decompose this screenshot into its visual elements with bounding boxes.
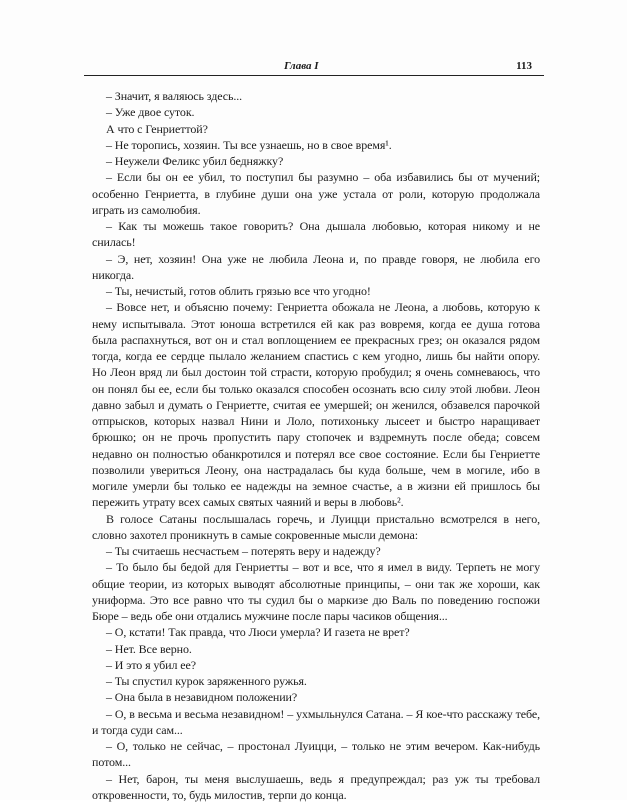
paragraph: – Нет. Все верно. bbox=[92, 641, 540, 657]
paragraph: – Если бы он ее убил, то поступил бы разумно – оба избавились бы от мучений; особенно Генриетта, в глубине души она уже устала от роли, которую продолжала играть из самолюбия. bbox=[92, 169, 540, 218]
paragraph: В голосе Сатаны послышалась горечь, и Луицци пристально всмотрелся в него, словно захотел проникнуть в самые сокровенные мысли демона: bbox=[92, 511, 540, 544]
running-header bbox=[84, 56, 532, 76]
paragraph: – Она была в незавидном положении? bbox=[92, 689, 540, 705]
paragraph: – Как ты можешь такое говорить? Она дышала любовью, которая никому и не снилась! bbox=[92, 218, 540, 251]
chapter-title: Глава I bbox=[284, 60, 319, 72]
paragraph: А что с Генриеттой? bbox=[92, 121, 540, 137]
body-text bbox=[92, 88, 540, 803]
paragraph: – Значит, я валяюсь здесь... bbox=[92, 88, 540, 104]
paragraph: – О, кстати! Так правда, что Люси умерла? И газета не врет? bbox=[92, 624, 540, 640]
paragraph: – Не торопись, хозяин. Ты все узнаешь, но в свое время¹. bbox=[92, 137, 540, 153]
paragraph: – О, только не сейчас, – простонал Луицци, – только не этим вечером. Как-нибудь потом... bbox=[92, 738, 540, 771]
paragraph: – Э, нет, хозяин! Она уже не любила Леона и, по правде говоря, не любила его никогда. bbox=[92, 251, 540, 284]
paragraph: – Ты считаешь несчастьем – потерять веру и надежду? bbox=[92, 543, 540, 559]
paragraph: – Ты, нечистый, готов облить грязью все что угодно! bbox=[92, 283, 540, 299]
page-number: 113 bbox=[516, 60, 532, 72]
paragraph: – Уже двое суток. bbox=[92, 104, 540, 120]
paragraph: – О, в весьма и весьма незавидном! – ухмыльнулся Сатана. – Я кое-что расскажу тебе, и тогда суди сам... bbox=[92, 706, 540, 739]
paragraph: – Ты спустил курок заряженного ружья. bbox=[92, 673, 540, 689]
paragraph: – Вовсе нет, и объясню почему: Генриетта обожала не Леона, а любовь, которую к нему испытывала. Этот юноша встретился ей как раз вовремя, когда ее душа готова была распахнуться, вот он и стал воплощением ее прекрасных грез; он оказался рядом тогда, когда ее сердце пылало желанием спастись с кем угодно, лишь бы найти опору. Но Леон вряд ли был достоин той страсти, которую пробудил; я очень сомневаюсь, что он понял бы ее, если бы только оказался способен осознать всю силу этой любви. Леон давно забыл и думать о Генриетте, считая ее умершей; он женился, обзавелся парочкой отпрысков, которых назвал Нини и Лоло, потихоньку лысеет и быстро наращивает брюшко; он не прочь пропустить пару стопочек и вздремнуть после обеда; совсем недавно он полностью обанкротился и потерял все свое состояние. Если бы Генриетте позволили увериться Леону, она настрадалась бы куда больше, чем в могиле, ибо в могиле умерли бы только ее надежды на земное счастье, а в жизни ей пришлось бы пережить утрату всех самых святых чаяний и веры в любовь². bbox=[92, 299, 540, 510]
paragraph: – И это я убил ее? bbox=[92, 657, 540, 673]
paragraph: – Нет, барон, ты меня выслушаешь, ведь я предупреждал; раз уж ты требовал откровенности, то, будь милостив, терпи до конца. bbox=[92, 771, 540, 803]
paragraph: – Неужели Феликс убил бедняжку? bbox=[92, 153, 540, 169]
header-rule bbox=[84, 75, 544, 76]
paragraph: – То было бы бедой для Генриетты – вот и все, что я имел в виду. Терпеть не могу общие теории, из которых выводят абсолютные принципы, – они так же хороши, как униформа. Это все равно что ты судил бы о маркизе дю Валь по поведению госпожи Бюре – ведь обе они отдались мужчине после пары часиков общения... bbox=[92, 559, 540, 624]
